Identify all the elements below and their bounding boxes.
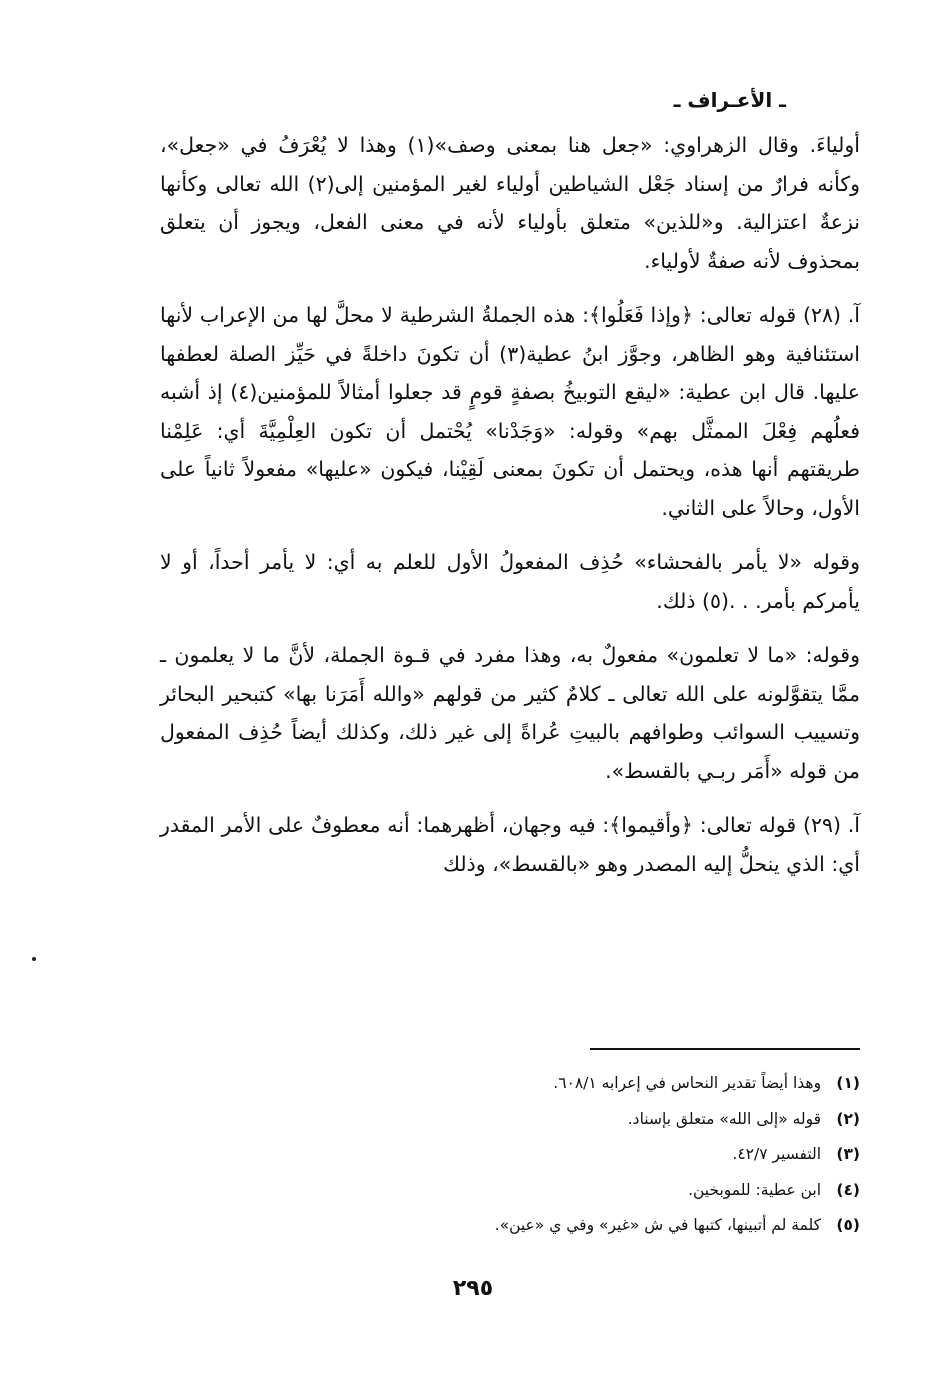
- footnote-text: وهذا أيضاً تقدير النحاس في إعرابه ٦٠٨/١.: [553, 1074, 822, 1092]
- paragraph-4: وقوله: «ما لا تعلمون» مفعولٌ به، وهذا مفرد في قـوة الجملة، لأنَّ ما لا يعلمون ـ ممَّا يتقوَّلونه على الله تعالى ـ كلامٌ كثير من قولهم «والله أَمَرَنا بها» كتبحير البحائر وتسييب السوائب وطوافهم بالبيتِ عُراةً إلى غير ذلك، وكذلك أيضاً حُذِف المفعول من قوله «أَمَر ربـي بالقسط».: [160, 643, 860, 783]
- paragraph-verse-29: آ. (٢٩) قوله تعالى: ﴿وأقيموا﴾: فيه وجهان، أظهرهما: أنه معطوفٌ على الأمر المقدر أي: الذي ينحلُّ إليه المصدر وهو «بالقسط»، وذلك: [160, 813, 861, 876]
- footnote-item: [300, 1066, 860, 1102]
- margin-mark: [32, 957, 36, 961]
- paragraph-verse-28: آ. (٢٨) قوله تعالى: ﴿وإذا فَعَلُوا﴾: هذه الجملةُ الشرطية لا محلَّ لها من الإعراب لأنها استئنافية وهو الظاهر، وجوَّز ابنُ عطية(٣) أن تكونَ داخلةً في حَيِّز الصلة لعطفها عليها. قال ابن عطية: «ليقع التوبيخُ بصفةٍ قومٍ قد جعلوا أمثالاً للمؤمنين(٤) إذ أشبه فعلُهم فِعْلَ الممثَّل بهم» وقوله: «وَجَدْنا» يُحْتمل أن تكون العِلْمِيَّةَ أي: عَلِمْنا طريقتهم أنها هذه، ويحتمل أن تكونَ بمعنى لَقِيْنا، فيكون «عليها» مفعولاً ثانياً على الأول، وحالاً على الثاني.: [160, 303, 861, 520]
- footnote-text: كلمة لم أتبينها، كتبها في ش «غير» وفي ي «عين».: [494, 1216, 822, 1234]
- footnotes: [300, 1066, 860, 1244]
- footnote-number: (٣): [836, 1145, 860, 1163]
- footnote-item: [300, 1173, 860, 1209]
- footnote-number: (١): [836, 1074, 860, 1092]
- paragraph-1: أولياءَ. وقال الزهراوي: «جعل هنا بمعنى وصف»(١) وهذا لا يُعْرَفُ في «جعل»، وكأنه فرارٌ من إسناد جَعْل الشياطين أولياء لغير المؤمنين إلى(٢) الله تعالى وكأنها نزعةٌ اعتزالية. و«للذين» متعلق بأولياء لأنه في معنى الفعل، ويجوز أن يتعلق بمحذوف لأنه صفةٌ لأولياء.: [160, 133, 860, 273]
- running-header: ـ الأعـراف ـ: [673, 88, 786, 112]
- footnote-item: [300, 1102, 860, 1138]
- footnote-text: قوله «إلى الله» متعلق بإسناد.: [627, 1109, 822, 1128]
- footnote-item: [300, 1137, 860, 1173]
- footnote-number: (٥): [836, 1216, 860, 1234]
- page-number: ٢٩٥: [452, 1276, 494, 1301]
- footnote-item: [300, 1208, 860, 1244]
- footnote-separator: [590, 1048, 860, 1050]
- footnote-text: التفسير ٤٢/٧.: [732, 1145, 822, 1163]
- main-text: [160, 126, 860, 883]
- paragraph-3: وقوله «لا يأمر بالفحشاء» حُذِف المفعولُ الأول للعلم به أي: لا يأمر أحداً، أو لا يأمركم بأمر. . .(٥) ذلك.: [160, 550, 860, 613]
- footnote-number: (٤): [836, 1180, 860, 1199]
- footnote-number: (٢): [836, 1109, 860, 1128]
- footnote-text: ابن عطية: للموبخين.: [688, 1180, 822, 1199]
